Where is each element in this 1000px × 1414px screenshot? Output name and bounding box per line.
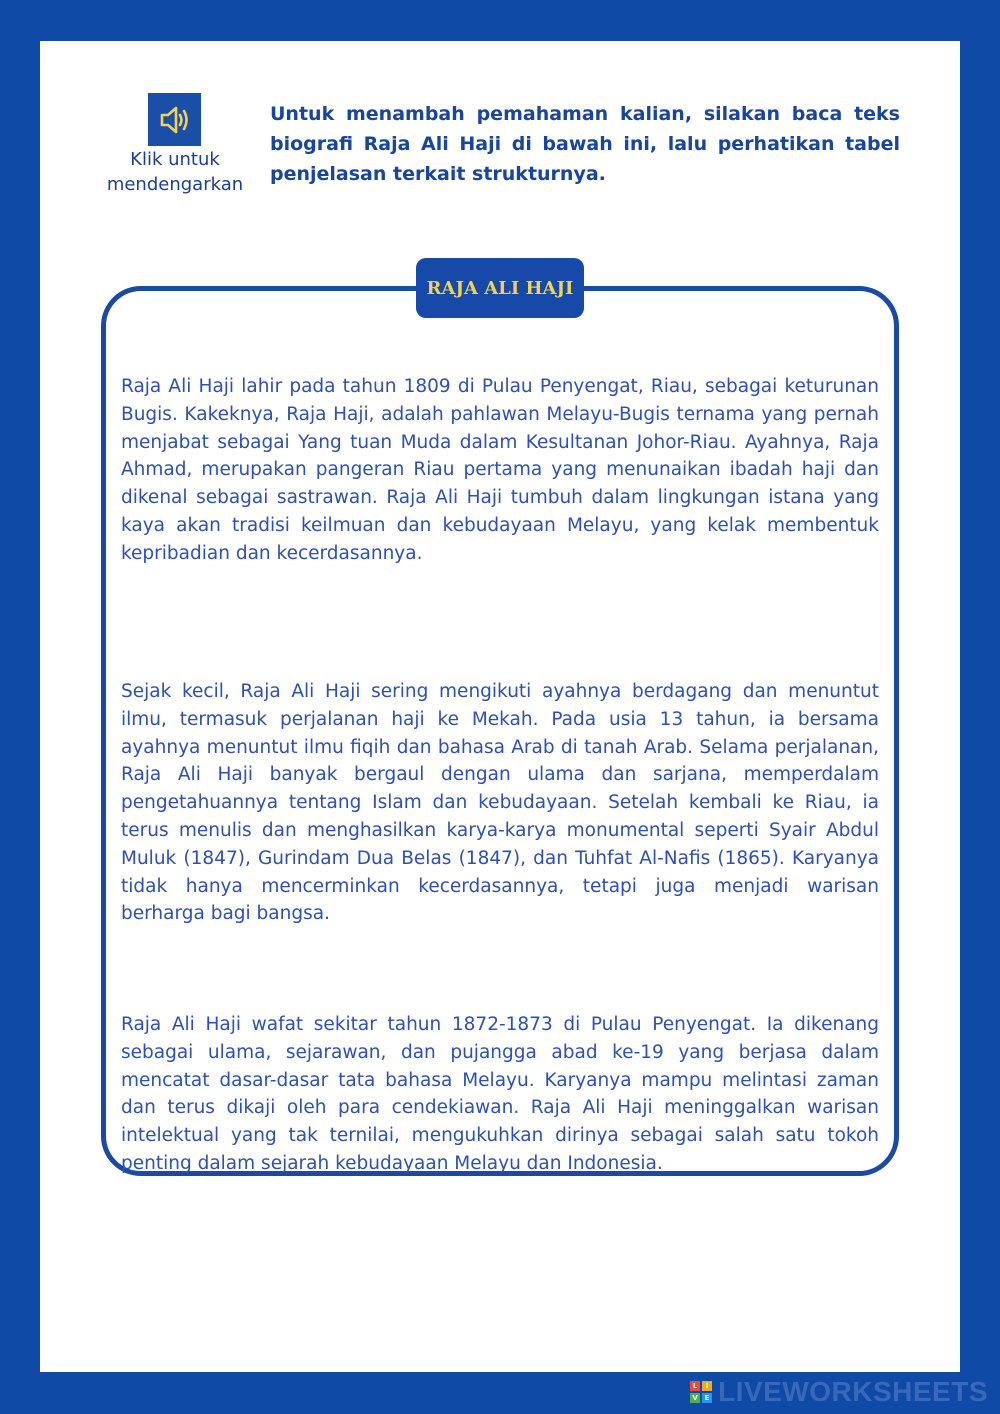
speaker-icon [155, 100, 195, 140]
liveworksheets-logo-icon: L I V E [690, 1381, 712, 1403]
audio-label [100, 147, 250, 197]
intro-instruction: Untuk menambah pemahaman kalian, silakan baca teks biografi Raja Ali Haji di bawah ini, lalu perhatikan tabel penjelasan terkait strukturnya. [270, 103, 900, 185]
biography-paragraph-1: Raja Ali Haji lahir pada tahun 1809 di Pulau Penyengat, Riau, sebagai keturunan Bugis. Kakeknya, Raja Haji, adalah pahlawan Melayu-Bugis ternama yang pernah menjabat sebagai Yang tuan Muda dalam Kesultanan Johor-Riau. Ayahnya, Raja Ahmad, merupakan pangeran Riau pertama yang menunaikan ibadah haji dan dikenal sebagai sastrawan. Raja Ali Haji tumbuh dalam lingkungan istana yang kaya akan tradisi keilmuan dan kebudayaan Melayu, yang kelak membentuk kepribadian dan kecerdasannya. [121, 376, 879, 564]
audio-label-line1: Klik untuk [130, 149, 220, 170]
audio-label-line2: mendengarkan [106, 174, 244, 195]
biography-paragraph-2: Sejak kecil, Raja Ali Haji sering mengikuti ayahnya berdagang dan menuntut ilmu, termasuk perjalanan haji ke Mekah. Pada usia 13 tahun, ia bersama ayahnya menuntut ilmu fiqih dan bahasa Arab di tanah Arab. Selama perjalanan, Raja Ali Haji banyak bergaul dengan ulama dan sarjana, memperdalam pengetahuannya tentang Islam dan kebudayaan. Setelah kembali ke Riau, ia terus menulis dan menghasilkan karya-karya monumental seperti Syair Abdul Muluk (1847), Gurindam Dua Belas (1847), dan Tuhfat Al-Nafis (1865). Karyanya tidak hanya mencerminkan kecerdasannya, tetapi juga menjadi warisan berharga bagi bangsa. [121, 681, 879, 925]
liveworksheets-text: LIVEWORKSHEETS [718, 1376, 988, 1407]
audio-play-button[interactable] [148, 93, 201, 146]
biography-paragraph-3: Raja Ali Haji wafat sekitar tahun 1872-1873 di Pulau Penyengat. Ia dikenang sebagai ulama, sejarawan, dan pujangga abad ke-19 yang berjasa dalam mencatat dasar-dasar tata bahasa Melayu. Karyanya mampu melintasi zaman dan terus dikaji oleh para cendekiawan. Raja Ali Haji meninggalkan warisan intelektual yang tak ternilai, mengukuhkan dirinya sebagai salah satu tokoh penting dalam sejarah kebudayaan Melayu dan Indonesia. [121, 1014, 879, 1174]
liveworksheets-watermark[interactable] [690, 1376, 988, 1408]
biography-title: RAJA ALI HAJI [416, 258, 584, 318]
